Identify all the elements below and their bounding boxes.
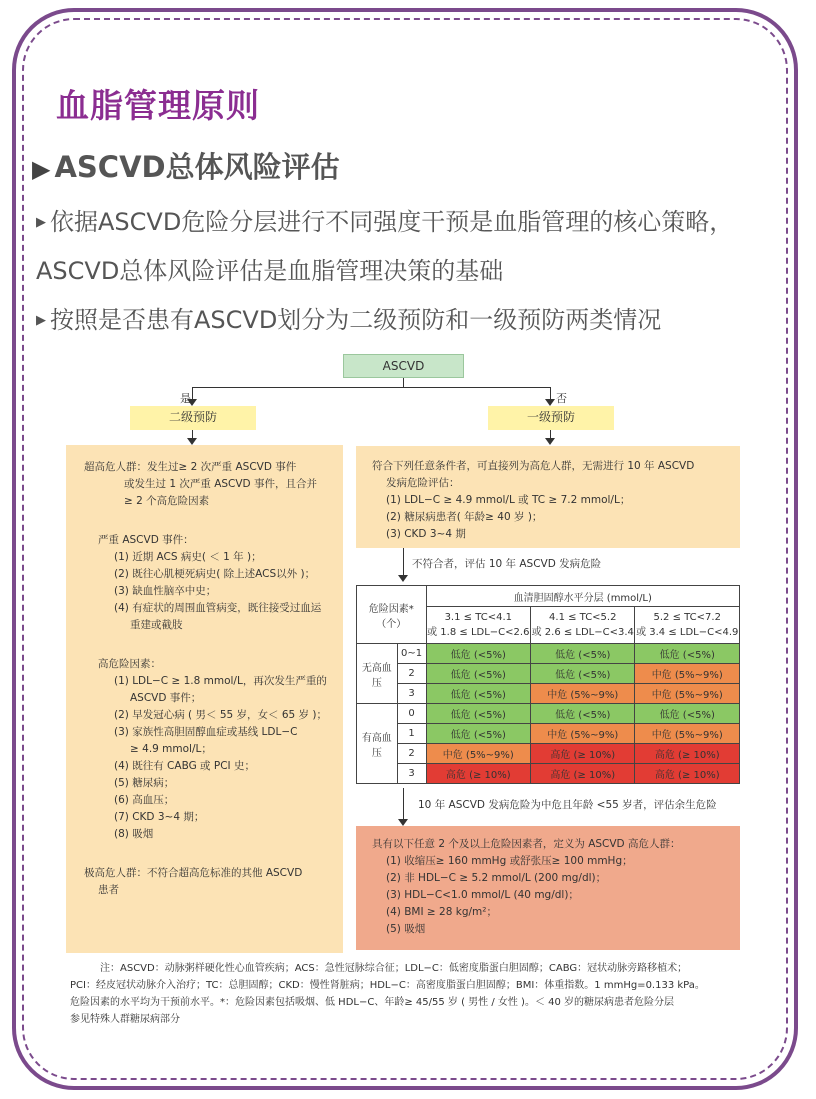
severe-events-title: 严重 ASCVD 事件： [98,534,194,546]
no-hypertension-group: 无高血压 [357,644,398,704]
risk-level-cell: 中危 (5%~9%) [635,724,740,744]
column-header [531,607,635,644]
risk-level-cell: 中危 (5%~9%) [531,684,635,704]
yes-label: 是 [180,392,191,405]
criteria-item: (2) 非 HDL−C ≥ 5.2 mmol/L (200 mg/dl)； [386,872,607,884]
risk-factor-count: 1 [397,724,426,744]
risk-level-cell: 高危 (≥ 10%) [531,744,635,764]
risk-factor-count: 3 [397,764,426,784]
subtitle-text: ASCVD总体风险评估 [54,150,340,184]
ascvd-root-box: ASCVD [343,354,464,378]
risk-stratification-table [356,585,740,784]
high-risk-factor-item: (5) 糖尿病； [114,777,175,789]
risk-level-cell: 高危 (≥ 10%) [635,744,740,764]
very-high-risk-text: 或发生过 1 次严重 ASCVD 事件，且合并 [124,478,317,490]
direct-high-risk-panel [356,446,740,548]
section-subtitle [32,145,340,186]
column-header-line: 3.1 ≤ TC<4.1 [444,612,512,623]
high-risk-factor-item: (7) CKD 3~4 期； [114,811,205,823]
severe-event-item: (1) 近期 ACS 病史( ＜ 1 年 )； [114,551,262,563]
connector [403,548,404,576]
bullet-item [36,298,796,347]
extreme-high-risk-text: 患者 [98,884,119,896]
criteria-item: (3) CKD 3~4 期 [386,528,466,540]
high-risk-factor-item: ASCVD 事件； [130,692,202,704]
bullet-item [36,200,796,293]
risk-level-cell: 中危 (5%~9%) [531,724,635,744]
bullet-text: 依据ASCVD危险分层进行不同强度干预是血脂管理的核心策略，ASCVD总体风险评估是血脂管理决策的基础 [36,208,734,285]
risk-level-cell: 低危 (<5%) [426,704,530,724]
table-row [357,704,740,724]
column-header-line: 5.2 ≤ TC<7.2 [653,612,721,623]
mid-risk-note: 10 年 ASCVD 发病危险为中危且年龄 <55 岁者，评估余生危险 [418,799,717,811]
high-risk-factor-item: (3) 家族性高胆固醇血症或基线 LDL−C [114,726,298,738]
arrow-down-icon [187,438,197,445]
severe-event-item: 重建或截肢 [130,619,183,631]
table-row [357,684,740,704]
high-risk-factor-item: (8) 吸烟 [114,828,154,840]
extreme-high-risk-text: 极高危人群：不符合超高危标准的其他 ASCVD [84,867,303,879]
risk-level-cell: 高危 (≥ 10%) [531,764,635,784]
high-risk-factor-item: ≥ 4.9 mmol/L； [130,743,212,755]
small-triangle-icon: ▶ [36,215,46,230]
arrow-down-icon [398,819,408,826]
risk-level-cell: 中危 (5%~9%) [635,684,740,704]
primary-prevention-label: 一级预防 [488,406,614,430]
criteria-item: (1) LDL−C ≥ 4.9 mmol/L 或 TC ≥ 7.2 mmol/L； [386,494,631,506]
table-row [357,724,740,744]
footnote-line: PCI：经皮冠状动脉介入治疗；TC：总胆固醇；CKD：慢性肾脏病；HDL−C：高密度脂蛋白胆固醇；BMI：体重指数。1 mmHg=0.133 kPa。 [70,980,705,991]
additional-risk-panel [356,826,740,950]
very-high-risk-text: ≥ 2 个高危险因素 [124,495,210,507]
table-row [357,744,740,764]
criteria-item: (4) BMI ≥ 28 kg/m²； [386,906,497,918]
criteria-item: (3) HDL−C<1.0 mmol/L (40 mg/dl)； [386,889,579,901]
risk-level-cell: 低危 (<5%) [531,644,635,664]
high-risk-factor-item: (2) 早发冠心病 ( 男＜ 55 岁，女＜ 65 岁 )； [114,709,327,721]
column-header-line: 或 3.4 ≤ LDL−C<4.9 [636,627,739,638]
risk-factor-count: 2 [397,664,426,684]
connector [403,788,404,820]
risk-level-cell: 中危 (5%~9%) [426,744,530,764]
arrow-down-icon [545,438,555,445]
table-row [357,664,740,684]
small-triangle-icon: ▶ [36,313,46,328]
high-risk-factor-item: (1) LDL−C ≥ 1.8 mmol/L，再次发生严重的 [114,675,327,687]
high-risk-factor-item: (4) 既往有 CABG 或 PCI 史； [114,760,255,772]
cholesterol-level-header: 血清胆固醇水平分层 (mmol/L) [426,586,739,607]
severe-event-item: (3) 缺血性脑卒中史； [114,585,217,597]
hypertension-group: 有高血压 [357,704,398,784]
criteria-item: (2) 糖尿病患者( 年龄≥ 40 岁 )； [386,511,543,523]
criteria-item: (1) 收缩压≥ 160 mmHg 或舒张压≥ 100 mmHg； [386,855,633,867]
severe-event-item: (2) 既往心肌梗死病史( 除上述ACS以外 )； [114,568,316,580]
no-label: 否 [556,392,567,405]
risk-level-cell: 低危 (<5%) [426,664,530,684]
footnote-line: 危险因素的水平均为干预前水平。*：危险因素包括吸烟、低 HDL−C、年龄≥ 45/55 岁 ( 男性 / 女性 )。＜ 40 岁的糖尿病患者危险分层 [70,997,675,1008]
criteria-text: 发病危险评估： [386,477,460,489]
table-row [357,764,740,784]
column-header-line: 或 2.6 ≤ LDL−C<3.4 [531,627,634,638]
arrow-down-icon [545,399,555,406]
risk-level-cell: 低危 (<5%) [531,664,635,684]
severe-event-item: (4) 有症状的周围血管病变，既往接受过血运 [114,602,322,614]
criteria-text: 符合下列任意条件者，可直接列为高危人群，无需进行 10 年 ASCVD [372,460,695,472]
secondary-prevention-panel [66,445,343,953]
column-header [426,607,530,644]
page-title: 血脂管理原则 [56,86,260,125]
risk-level-cell: 高危 (≥ 10%) [635,764,740,784]
secondary-prevention-label: 二级预防 [130,406,256,430]
column-header-line: 或 1.8 ≤ LDL−C<2.6 [427,627,530,638]
very-high-risk-text: 超高危人群：发生过≥ 2 次严重 ASCVD 事件 [84,461,297,473]
triangle-icon: ▶ [32,155,51,183]
risk-level-cell: 低危 (<5%) [426,684,530,704]
arrow-down-icon [398,575,408,582]
risk-level-cell: 低危 (<5%) [426,724,530,744]
high-risk-factor-item: (6) 高血压； [114,794,175,806]
column-header [635,607,740,644]
risk-factor-count: 0 [397,704,426,724]
not-meet-note: 不符合者，评估 10 年 ASCVD 发病危险 [412,558,602,570]
table-row [357,644,740,664]
risk-level-cell: 高危 (≥ 10%) [426,764,530,784]
footnote-line: 注：ASCVD：动脉粥样硬化性心血管疾病；ACS：急性冠脉综合征；LDL−C：低密度脂蛋白胆固醇；CABG：冠状动脉旁路移植术； [100,963,688,974]
high-risk-factors-title: 高危险因素： [98,658,161,670]
risk-level-cell: 低危 (<5%) [635,704,740,724]
connector [192,387,550,388]
risk-factor-count: 3 [397,684,426,704]
criteria-text: 具有以下任意 2 个及以上危险因素者，定义为 ASCVD 高危人群： [372,838,681,850]
footnote [70,960,750,1028]
risk-level-cell: 中危 (5%~9%) [635,664,740,684]
risk-factor-count: 2 [397,744,426,764]
criteria-item: (5) 吸烟 [386,923,426,935]
risk-factor-count: 0~1 [397,644,426,664]
risk-factor-header: 危险因素*（个） [357,586,427,644]
risk-level-cell: 低危 (<5%) [635,644,740,664]
risk-level-cell: 低危 (<5%) [531,704,635,724]
column-header-line: 4.1 ≤ TC<5.2 [549,612,617,623]
bullet-text: 按照是否患有ASCVD划分为二级预防和一级预防两类情况 [50,306,662,334]
risk-level-cell: 低危 (<5%) [426,644,530,664]
footnote-line: 参见特殊人群糖尿病部分 [70,1014,180,1025]
